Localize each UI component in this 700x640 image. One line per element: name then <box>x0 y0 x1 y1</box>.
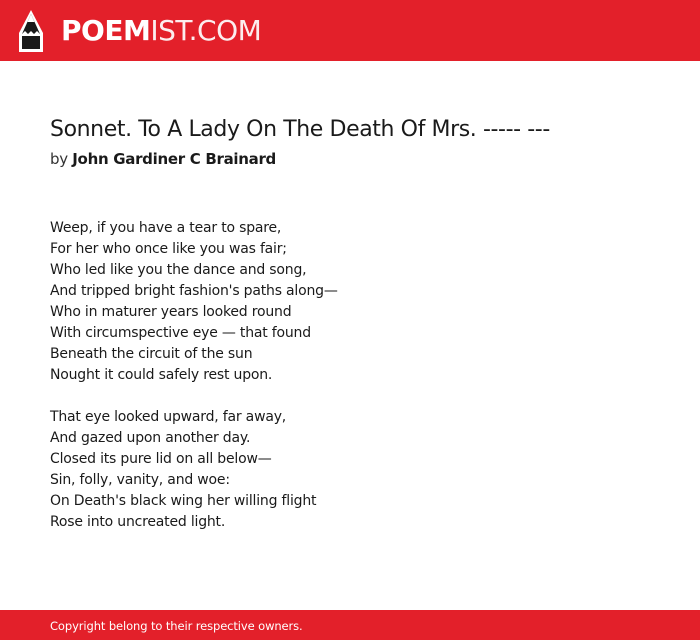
poem-byline <box>50 150 276 168</box>
poem-body <box>50 218 610 554</box>
poem-line: Weep, if you have a tear to spare, <box>50 220 282 236</box>
poem-line: With circumspective eye — that found <box>50 325 311 341</box>
site-footer <box>0 610 700 640</box>
poem-line: Rose into uncreated light. <box>50 514 226 530</box>
wordmark-light: IST.COM <box>150 14 262 47</box>
poem-line: Nought it could safely rest upon. <box>50 367 273 383</box>
poem-line: On Death's black wing her willing flight <box>50 493 317 509</box>
site-header <box>0 0 700 61</box>
copyright-notice: Copyright belong to their respective owners. <box>50 619 303 633</box>
poem-line: Closed its pure lid on all below— <box>50 451 272 467</box>
poem-stanza <box>50 218 610 386</box>
poem-line: For her who once like you was fair; <box>50 241 287 257</box>
poem-line: Beneath the circuit of the sun <box>50 346 253 362</box>
poem-line: And gazed upon another day. <box>50 430 251 446</box>
poem-stanza <box>50 407 610 533</box>
poem-line: Who in maturer years looked round <box>50 304 292 320</box>
site-wordmark <box>61 14 262 47</box>
poem-line: That eye looked upward, far away, <box>50 409 287 425</box>
wordmark-bold: POEM <box>61 14 151 47</box>
site-logo-link[interactable] <box>18 9 261 53</box>
poem-title: Sonnet. To A Lady On The Death Of Mrs. ----- --- <box>50 117 550 142</box>
byline-prefix: by <box>50 150 68 168</box>
pencil-tip-icon <box>18 9 44 53</box>
author-name[interactable]: John Gardiner C Brainard <box>72 150 276 168</box>
poem-line: And tripped bright fashion's paths along— <box>50 283 338 299</box>
poem-line: Who led like you the dance and song, <box>50 262 307 278</box>
poem-line: Sin, folly, vanity, and woe: <box>50 472 230 488</box>
